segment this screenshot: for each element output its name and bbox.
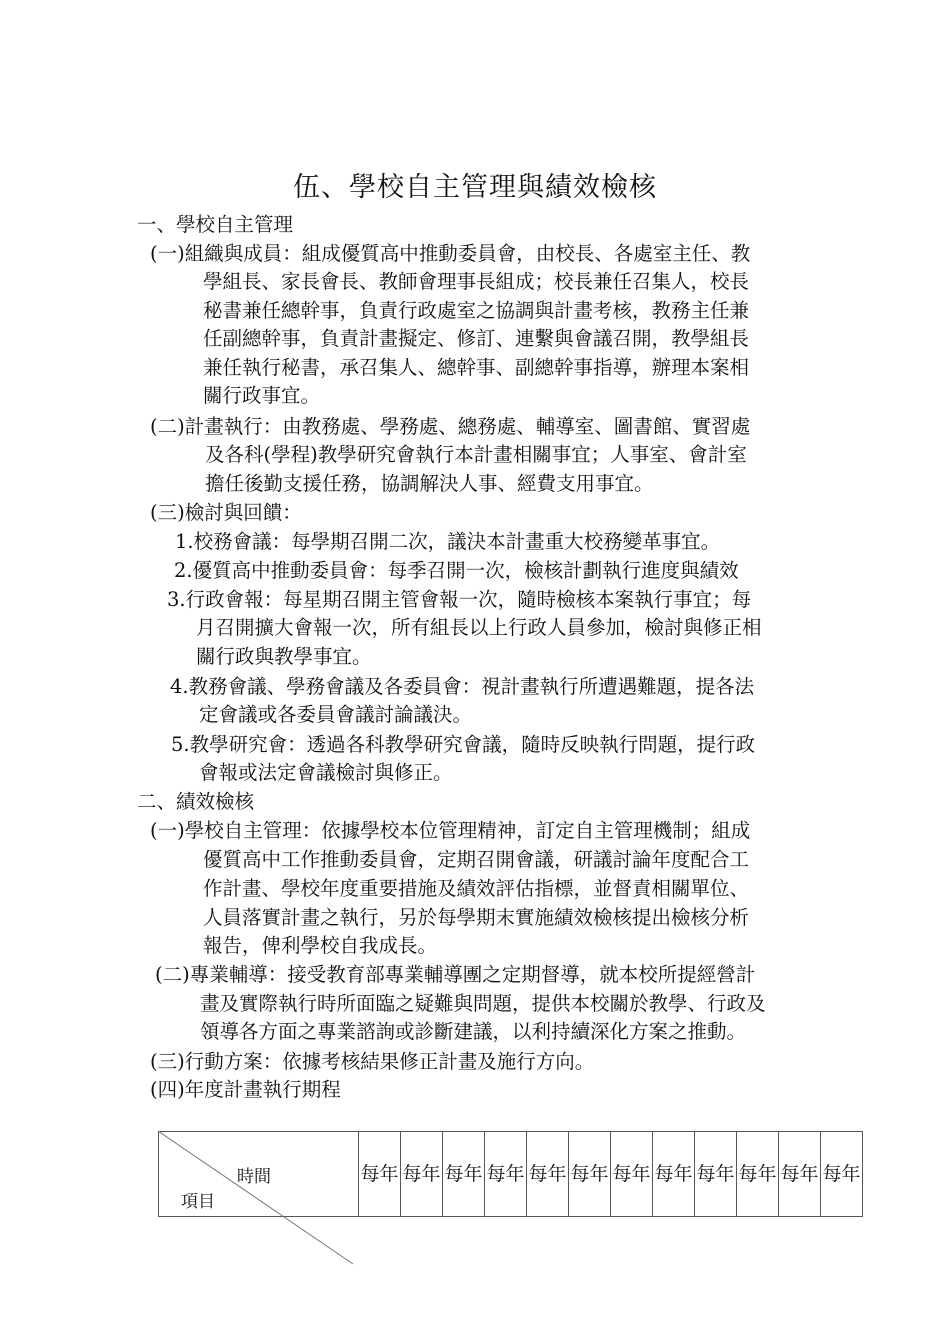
column-header: 每年 bbox=[695, 1132, 737, 1217]
section-heading: 二、績效檢核 bbox=[137, 790, 255, 813]
paragraph-line: (二)專業輔導：接受教育部專業輔導團之定期督導，就本校所提經營計 bbox=[155, 963, 756, 986]
paragraph-line: 關行政與教學事宜。 bbox=[196, 645, 372, 668]
column-header: 每年 bbox=[443, 1132, 485, 1217]
column-header: 每年 bbox=[569, 1132, 611, 1217]
paragraph-line: 秘書兼任總幹事，負責行政處室之協調與計畫考核，教務主任兼 bbox=[203, 299, 750, 322]
column-header: 每年 bbox=[527, 1132, 569, 1217]
paragraph-line: 4.教務會議、學務會議及各委員會：視計畫執行所遭遇難題，提各法 bbox=[170, 675, 755, 698]
section-heading: 一、學校自主管理 bbox=[137, 213, 294, 236]
paragraph-line: 及各科(學程)教學研究會執行本計畫相關事宜；人事室、會計室 bbox=[205, 443, 747, 466]
paragraph-line: 領導各方面之專業諮詢或診斷建議，以利持續深化方案之推動。 bbox=[200, 1020, 747, 1043]
column-header: 每年 bbox=[821, 1132, 863, 1217]
paragraph-line: (一)組織與成員：組成優質高中推動委員會，由校長、各處室主任、教 bbox=[150, 242, 751, 265]
paragraph-line: 關行政事宜。 bbox=[203, 384, 321, 407]
paragraph-line: (四)年度計畫執行期程 bbox=[150, 1078, 341, 1101]
paragraph-line: (三)檢討與回饋： bbox=[150, 501, 302, 524]
paragraph-line: 優質高中工作推動委員會，定期召開會議，研議討論年度配合工 bbox=[203, 848, 750, 871]
corner-diagonal-line bbox=[158, 1131, 358, 1271]
column-header: 每年 bbox=[611, 1132, 653, 1217]
paragraph-line: 任副總幹事，負責計畫擬定、修訂、連繫與會議召開，教學組長 bbox=[203, 327, 750, 350]
paragraph-line: 人員落實計畫之執行，另於每學期末實施績效檢核提出檢核分析 bbox=[203, 906, 750, 929]
paragraph-line: 定會議或各委員會議討論議決。 bbox=[199, 703, 473, 726]
paragraph-line: 2.優質高中推動委員會：每季召開一次，檢核計劃執行進度與績效 bbox=[174, 559, 739, 582]
column-header: 每年 bbox=[737, 1132, 779, 1217]
column-header: 每年 bbox=[779, 1132, 821, 1217]
corner-time-label: 時間 bbox=[237, 1167, 271, 1187]
paragraph-line: 報告，俾利學校自我成長。 bbox=[203, 934, 438, 957]
paragraph-line: (一)學校自主管理：依據學校本位管理精神，訂定自主管理機制；組成 bbox=[150, 819, 751, 842]
paragraph-line: 1.校務會議：每學期召開二次，議決本計畫重大校務變革事宜。 bbox=[175, 530, 721, 553]
paragraph-line: 兼任執行秘書，承召集人、總幹事、副總幹事指導，辦理本案相 bbox=[203, 356, 750, 379]
paragraph-line: 5.教學研究會：透過各科教學研究會議，隨時反映執行問題，提行政 bbox=[171, 733, 756, 756]
paragraph-line: 3.行政會報：每星期召開主管會報一次，隨時檢核本案執行事宜；每 bbox=[167, 588, 752, 611]
paragraph-line: 會報或法定會議檢討與修正。 bbox=[199, 761, 453, 784]
column-header: 每年 bbox=[485, 1132, 527, 1217]
page-title: 伍、學校自主管理與績效檢核 bbox=[293, 172, 657, 203]
paragraph-line: (二)計畫執行：由教務處、學務處、總務處、輔導室、圖書館、實習處 bbox=[150, 415, 751, 438]
paragraph-line: (三)行動方案：依據考核結果修正計畫及施行方向。 bbox=[150, 1050, 595, 1073]
paragraph-line: 擔任後勤支援任務，協調解決人事、經費支用事宜。 bbox=[205, 472, 654, 495]
column-header: 每年 bbox=[401, 1132, 443, 1217]
paragraph-line: 畫及實際執行時所面臨之疑難與問題，提供本校關於教學、行政及 bbox=[200, 992, 766, 1015]
paragraph-line: 作計畫、學校年度重要措施及績效評估指標，並督責相關單位、 bbox=[203, 877, 750, 900]
paragraph-line: 學組長、家長會長、教師會理事長組成；校長兼任召集人，校長 bbox=[203, 270, 750, 293]
column-header: 每年 bbox=[653, 1132, 695, 1217]
corner-item-label: 項目 bbox=[181, 1192, 215, 1212]
column-header: 每年 bbox=[359, 1132, 401, 1217]
paragraph-line: 月召開擴大會報一次，所有組長以上行政人員參加，檢討與修正相 bbox=[196, 616, 762, 639]
